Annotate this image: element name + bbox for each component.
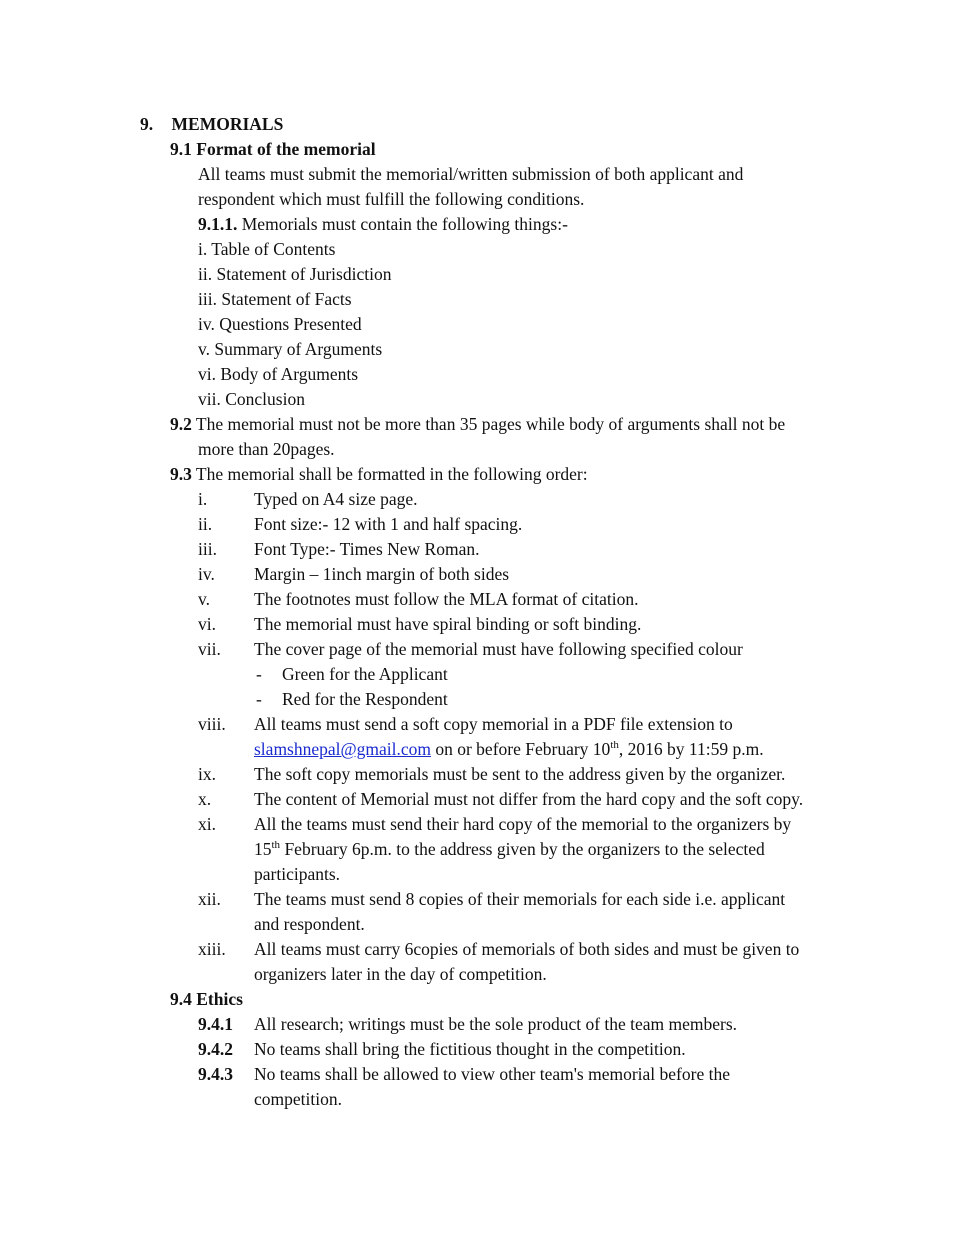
subsection-9-2: 9.2 The memorial must not be more than 35 pages while body of arguments shall not be bbox=[170, 414, 786, 434]
list-item: Font Type:- Times New Roman. bbox=[254, 539, 480, 559]
list-number: xii. bbox=[198, 889, 221, 909]
subsection-9-3: 9.3 The memorial shall be formatted in the following order: bbox=[170, 464, 588, 484]
list-item: The memorial must have spiral binding or soft binding. bbox=[254, 614, 642, 634]
contents-item: ii. Statement of Jurisdiction bbox=[198, 264, 392, 284]
ethics-item-continuation: competition. bbox=[254, 1089, 342, 1109]
paragraph-line: respondent which must fulfill the following conditions. bbox=[198, 189, 585, 209]
subsection-9-1-heading: 9.1 Format of the memorial bbox=[170, 139, 376, 159]
list-number: ii. bbox=[198, 514, 213, 534]
contents-item: i. Table of Contents bbox=[198, 239, 336, 259]
list-number: x. bbox=[198, 789, 212, 809]
list-number: xi. bbox=[198, 814, 216, 834]
colour-item-respondent: Red for the Respondent bbox=[282, 689, 448, 709]
paragraph-line: All teams must submit the memorial/written submission of both applicant and bbox=[198, 164, 744, 184]
list-item-continuation: 15th February 6p.m. to the address given by the organizers to the selected bbox=[254, 839, 765, 859]
list-item-continuation: participants. bbox=[254, 864, 341, 884]
list-item: The teams must send 8 copies of their memorials for each side i.e. applicant bbox=[254, 889, 786, 909]
contents-item: iii. Statement of Facts bbox=[198, 289, 352, 309]
list-item: All teams must carry 6copies of memorials of both sides and must be given to bbox=[254, 939, 800, 959]
list-item: The soft copy memorials must be sent to the address given by the organizer. bbox=[254, 764, 786, 784]
section-heading bbox=[140, 112, 283, 137]
list-item-continuation: slamshnepal@gmail.com on or before February 10th, 2016 by 11:59 p.m. bbox=[254, 739, 764, 759]
paragraph-line: more than 20pages. bbox=[198, 439, 335, 459]
clause-number: 9.1.1. bbox=[198, 214, 238, 234]
list-number: vii. bbox=[198, 639, 221, 659]
section-number: 9. bbox=[140, 114, 154, 134]
clause-number: 9.4.2 bbox=[198, 1039, 233, 1059]
list-item: Font size:- 12 with 1 and half spacing. bbox=[254, 514, 523, 534]
list-item-continuation: and respondent. bbox=[254, 914, 365, 934]
list-item: All teams must send a soft copy memorial in a PDF file extension to bbox=[254, 714, 733, 734]
list-number: xiii. bbox=[198, 939, 226, 959]
contents-item: vi. Body of Arguments bbox=[198, 364, 359, 384]
list-item: All the teams must send their hard copy of the memorial to the organizers by bbox=[254, 814, 792, 834]
ethics-item: All research; writings must be the sole product of the team members. bbox=[254, 1014, 738, 1034]
clause-number: 9.3 bbox=[170, 464, 192, 484]
list-number: v. bbox=[198, 589, 210, 609]
list-item: The content of Memorial must not differ from the hard copy and the soft copy. bbox=[254, 789, 804, 809]
bullet-dash: - bbox=[256, 664, 262, 684]
list-number: iii. bbox=[198, 539, 217, 559]
list-number: vi. bbox=[198, 614, 216, 634]
clause-number: 9.2 bbox=[170, 414, 192, 434]
contents-item: iv. Questions Presented bbox=[198, 314, 362, 334]
clause-number: 9.4.1 bbox=[198, 1014, 233, 1034]
subsection-9-4-heading: 9.4 Ethics bbox=[170, 989, 243, 1009]
clause-number: 9.4.3 bbox=[198, 1064, 233, 1084]
list-item: The cover page of the memorial must have following specified colour bbox=[254, 639, 743, 659]
list-item: Typed on A4 size page. bbox=[254, 489, 418, 509]
ethics-item: No teams shall be allowed to view other team's memorial before the bbox=[254, 1064, 730, 1084]
ethics-item: No teams shall bring the fictitious thought in the competition. bbox=[254, 1039, 686, 1059]
list-number: ix. bbox=[198, 764, 216, 784]
colour-item-applicant: Green for the Applicant bbox=[282, 664, 448, 684]
list-item: Margin – 1inch margin of both sides bbox=[254, 564, 510, 584]
subsection-9-1-1: 9.1.1. Memorials must contain the following things:- bbox=[198, 214, 568, 234]
email-link[interactable]: slamshnepal@gmail.com bbox=[254, 739, 431, 759]
section-title: MEMORIALS bbox=[171, 114, 284, 134]
contents-item: vii. Conclusion bbox=[198, 389, 305, 409]
contents-item: v. Summary of Arguments bbox=[198, 339, 383, 359]
list-item-continuation: organizers later in the day of competition. bbox=[254, 964, 547, 984]
list-number: viii. bbox=[198, 714, 226, 734]
list-number: iv. bbox=[198, 564, 215, 584]
list-number: i. bbox=[198, 489, 208, 509]
list-item: The footnotes must follow the MLA format of citation. bbox=[254, 589, 639, 609]
bullet-dash: - bbox=[256, 689, 262, 709]
